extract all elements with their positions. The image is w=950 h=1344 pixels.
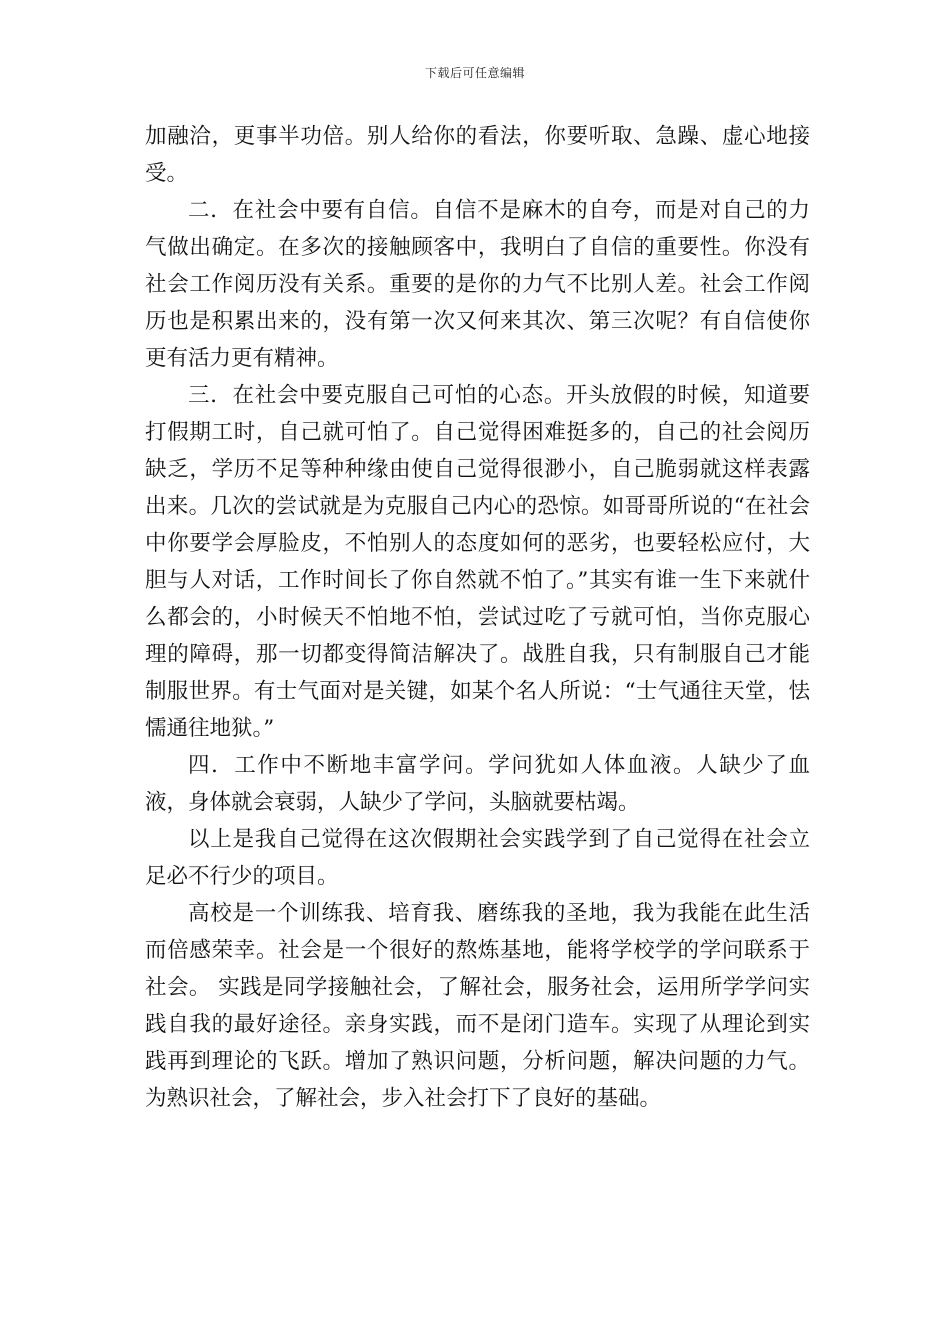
paragraph-point-three: 三．在社会中要克服自己可怕的心态。开头放假的时候，知道要打假期工时，自己就可怕了。自己觉得困难挺多的，自己的社会阅历缺乏，学历不足等种种缘由使自己觉得很渺小，自己脆弱就这样表露出来。几次的尝试就是为克服自己内心的恐惊。如哥哥所说的“在社会中你要学会厚脸皮，不怕别人的态度如何的恶劣，也要轻松应付，大胆与人对话，工作时间长了你自然就不怕了。”其实有谁一生下来就什么都会的，小时候天不怕地不怕，尝试过吃了亏就可怕，当你克服心理的障碍，那一切都变得简洁解决了。战胜自我，只有制服自己才能制服世界。有士气面对是关键，如某个名人所说：“士气通往天堂，怯懦通往地狱。”	[145, 383, 810, 741]
document-body	[145, 118, 810, 1117]
header-note: 下载后可任意编辑	[424, 66, 525, 80]
paragraph-point-four: 四．工作中不断地丰富学问。学问犹如人体血液。人缺少了血液，身体就会衰弱，人缺少了学问，头脑就要枯竭。	[145, 753, 810, 815]
paragraph-point-two: 二．在社会中要有自信。自信不是麻木的自夸，而是对自己的力气做出确定。在多次的接触顾客中，我明白了自信的重要性。你没有社会工作阅历没有关系。重要的是你的力气不比别人差。社会工作阅历也是积累出来的，没有第一次又何来其次、第三次呢？有自信使你更有活力更有精神。	[145, 198, 810, 371]
paragraph-summary: 以上是我自己觉得在这次假期社会实践学到了自己觉得在社会立足必不行少的项目。	[145, 827, 810, 889]
paragraph-conclusion: 高校是一个训练我、培育我、磨练我的圣地，我为我能在此生活而倍感荣幸。社会是一个很好的熬炼基地，能将学校学的学问联系于社会。 实践是同学接触社会，了解社会，服务社会，运用所学学问实践自我的最好途径。亲身实践，而不是闭门造车。实现了从理论到实践再到理论的飞跃。增加了熟识问题，分析问题，解决问题的力气。为熟识社会，了解社会，步入社会打下了良好的基础。	[145, 901, 810, 1111]
paragraph-continuation: 加融洽，更事半功倍。别人给你的看法，你要听取、急躁、虚心地接受。	[145, 124, 810, 186]
